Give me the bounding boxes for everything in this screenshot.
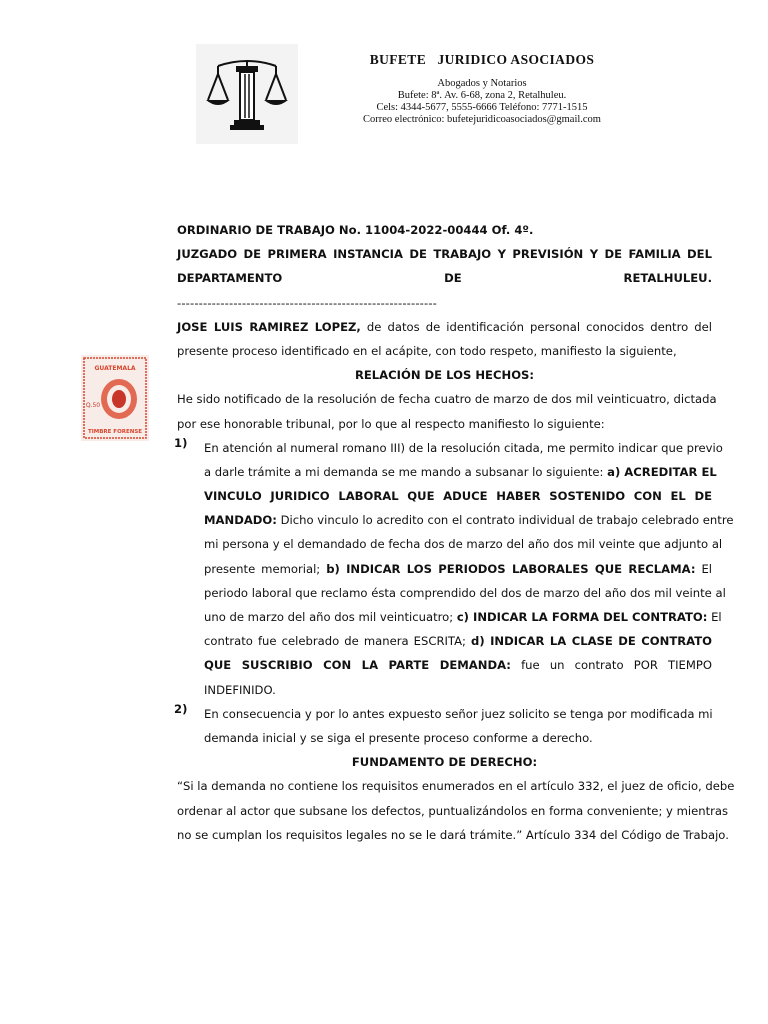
firm-name: BUFETE JURIDICO ASOCIADOS <box>369 52 595 67</box>
list-item-1: 1) En atención al numeral romano III) de la resolución citada, me permito indicar que previo a darle trámite a mi demanda se me mando a subsanar lo siguiente: a) ACREDITAR EL VINCULO JURIDICO LABORAL QUE ADUCE HABER SOSTENIDO CON EL DE MANDADO: Dicho vinculo lo acredito con el contrato individual de trabajo celebrado entre mi persona y el demandado de fecha dos de marzo del año dos mil veinte que adjunto al presente memorial; b) INDICAR LOS PERIODOS LABORALES QUE RECLAMA: El periodo laboral que reclamo ésta comprendido del dos de marzo del año dos mil veinte al uno de marzo del año dos mil veinticuatro; c) INDICAR LA FORMA DEL CONTRATO: El contrato fue celebrado de manera ESCRITA; d) INDICAR LA CLASE DE CONTRATO QUE SUSCRIBIO CON LA PARTE DEMANDA: fue un contrato POR TIEMPO INDEFINIDO. <box>174 435 734 697</box>
law-text-line-3: no se cumplan los requisitos legales no se le dará trámite.” Artículo 334 del Código de Trabajo. <box>177 827 729 842</box>
client-name: JOSE LUIS RAMIREZ LOPEZ, <box>177 319 361 334</box>
law-text-line-1: “Si la demanda no contiene los requisitos enumerados en el artículo 332, el juez de oficio, debe <box>177 779 735 794</box>
case-number: ORDINARIO DE TRABAJO No. 11004-2022-00444 Of. 4º. <box>177 223 534 237</box>
fiscal-stamp-seal-icon <box>81 355 149 441</box>
firm-phones: Cels: 4344-5677, 5555-6666 Teléfono: 7771-1515 <box>376 102 588 113</box>
stamp-value: Q.50 <box>85 402 101 409</box>
law-heading: FUNDAMENTO DE DERECHO: <box>351 755 538 770</box>
scales-of-justice-icon <box>196 44 298 144</box>
court-line-2: DEPARTAMENTO DE RETALHULEU. <box>177 271 712 286</box>
facts-intro-line-1: He sido notificado de la resolución de fecha cuatro de marzo de dos mil veinticuatro, dictada <box>177 392 717 407</box>
list-item-number: 1) <box>174 435 188 450</box>
list-item-2: 2) En consecuencia y por lo antes expuesto señor juez solicito se tenga por modificada mi demanda inicial y se siga el presente proceso conforme a derecho. <box>174 701 713 745</box>
facts-heading: RELACIÓN DE LOS HECHOS: <box>354 368 535 383</box>
firm-email: Correo electrónico: bufetejuridicoasociados@gmail.com <box>363 114 601 125</box>
court-line-1: JUZGADO DE PRIMERA INSTANCIA DE TRABAJO Y PREVISIÓN Y DE FAMILIA DEL <box>177 247 712 262</box>
document-body <box>174 218 735 847</box>
list-item-number: 2) <box>174 701 188 716</box>
intro-line-2: presente proceso identificado en el acápite, con todo respeto, manifiesto la siguiente, <box>177 343 677 358</box>
firm-address: Bufete: 8ª. Av. 6-68, zona 2, Retalhuleu. <box>397 90 567 101</box>
stamp-top-text: GUATEMALA <box>94 365 136 372</box>
law-text-line-2: ordenar al actor que subsane los defectos, puntualizándolos en forma conveniente; y mientras <box>177 803 729 818</box>
firm-logo <box>196 44 298 144</box>
separator-line: ------------------------------------------------------------ <box>177 295 438 310</box>
facts-intro-line-2: por ese honorable tribunal, por lo que al respecto manifiesto lo siguiente: <box>177 416 605 431</box>
fiscal-stamp <box>81 355 149 441</box>
intro-line-1: JOSE LUIS RAMIREZ LOPEZ, de datos de identificación personal conocidos dentro del <box>177 319 712 334</box>
firm-header <box>340 52 624 126</box>
firm-tagline: Abogados y Notarios <box>437 78 527 89</box>
stamp-bottom-text: TIMBRE FORENSE <box>87 429 143 435</box>
